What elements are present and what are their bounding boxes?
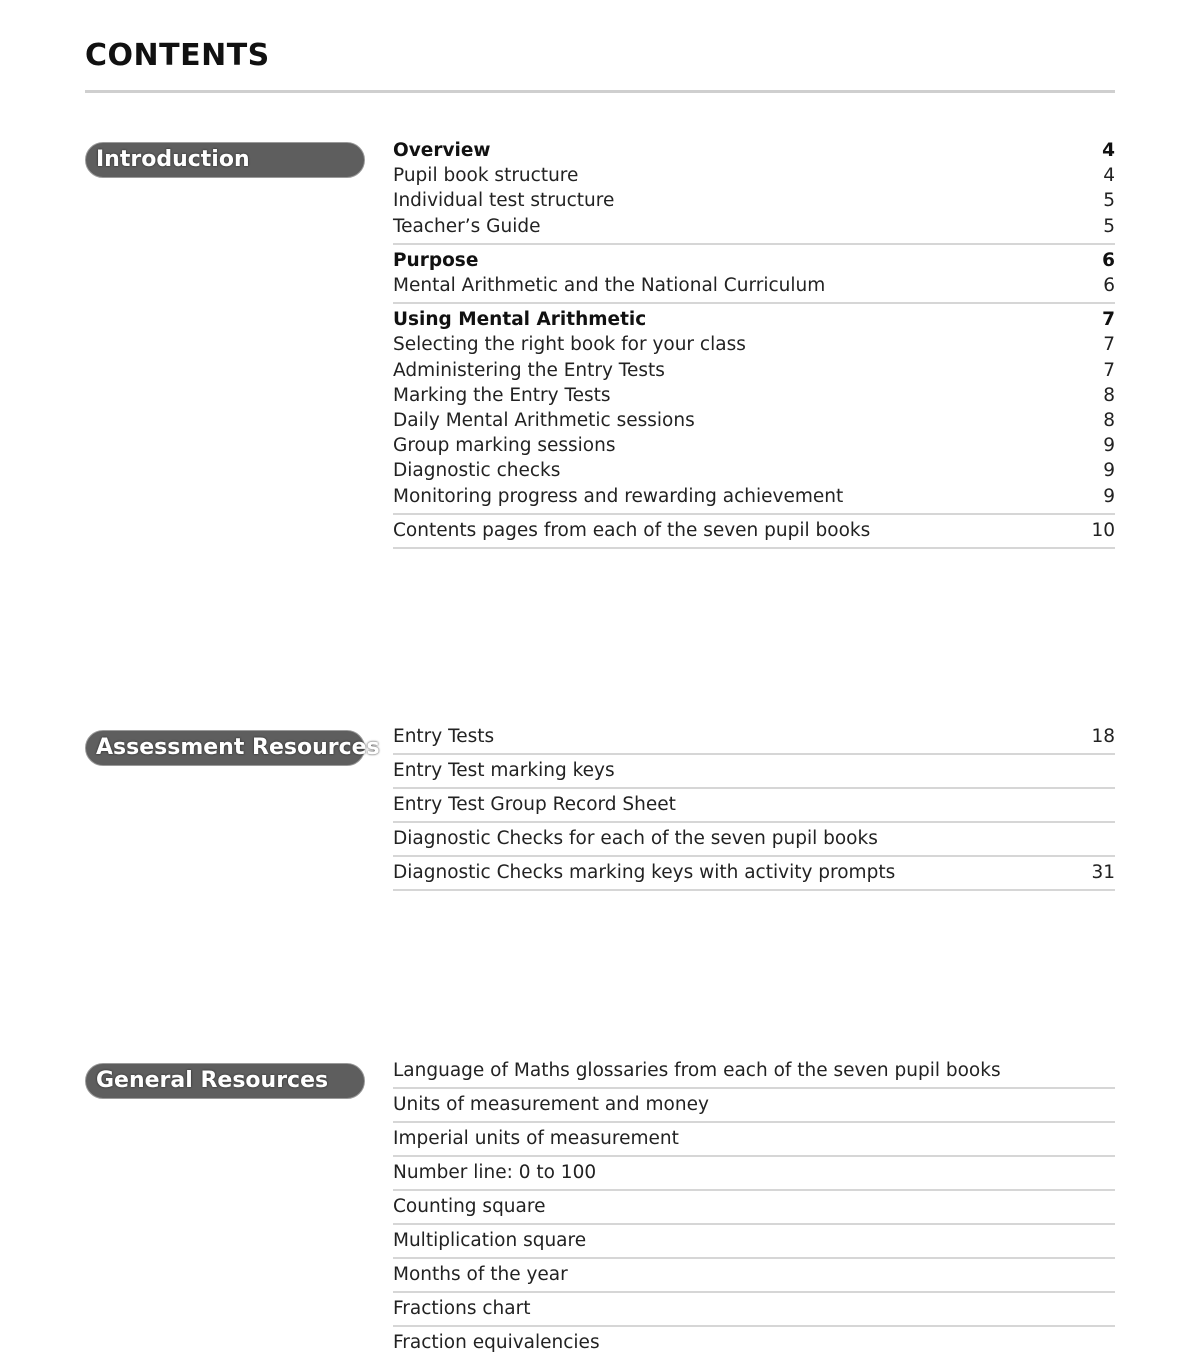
entry-title: Entry Test Group Record Sheet [393,794,676,815]
section-label-general: General Resources [85,1063,365,1099]
entry-title: Monitoring progress and rewarding achievement [393,485,844,507]
entry-page: 5 [1103,215,1115,237]
section-label-introduction: Introduction [85,142,365,178]
entry-title: Entry Tests [393,726,495,747]
toc-entry[interactable] [393,163,1115,188]
entry-title: Individual test structure [393,190,615,212]
entry-title: Diagnostic Checks marking keys with activity prompts [393,862,896,883]
entry-title: Overview [393,140,491,161]
entry-title: Months of the year [393,1264,568,1285]
entry-title: Diagnostic checks [393,460,561,482]
toc-entry[interactable] [393,518,1115,543]
entry-page: 8 [1103,384,1115,406]
toc-entry[interactable] [393,358,1115,383]
entry-page: 9 [1103,435,1115,457]
general-entries [393,1055,1115,1359]
toc-entry[interactable] [393,188,1115,213]
entry-title: Number line: 0 to 100 [393,1162,597,1183]
entry-title: Using Mental Arithmetic [393,309,647,331]
toc-entry[interactable] [393,857,1115,891]
entry-title: Pupil book structure [393,165,579,187]
entry-page: 31 [1091,862,1115,883]
entry-page: 6 [1102,249,1115,271]
assessment-entries [393,721,1115,891]
entry-page: 7 [1103,359,1115,381]
toc-entry[interactable] [393,721,1115,755]
toc-entry[interactable] [393,1089,1115,1123]
entry-title: Counting square [393,1196,546,1217]
entry-page: 6 [1103,275,1115,297]
toc-entry[interactable] [393,248,1115,273]
toc-entry[interactable] [393,458,1115,483]
toc-entry[interactable] [393,138,1115,163]
toc-group-purpose [393,245,1115,304]
toc-entry[interactable] [393,1123,1115,1157]
toc-entry[interactable] [393,823,1115,857]
toc-entry[interactable] [393,383,1115,408]
toc-group-using [393,304,1115,515]
title-divider [85,90,1115,93]
toc-entry[interactable] [393,1225,1115,1259]
toc-group-overview [393,135,1115,245]
entry-title: Units of measurement and money [393,1094,709,1115]
toc-entry[interactable] [393,433,1115,458]
toc-entry[interactable] [393,1327,1115,1359]
entry-page: 7 [1103,334,1115,356]
introduction-entries [393,135,1115,549]
entry-page: 4 [1102,140,1115,161]
entry-title: Fraction equivalencies [393,1332,600,1353]
entry-page: 5 [1103,190,1115,212]
entry-title: Diagnostic Checks for each of the seven pupil books [393,828,878,849]
entry-title: Mental Arithmetic and the National Curriculum [393,275,826,297]
entry-title: Imperial units of measurement [393,1128,679,1149]
toc-entry[interactable] [393,332,1115,357]
toc-entry[interactable] [393,755,1115,789]
entry-title: Contents pages from each of the seven pupil books [393,519,871,541]
entry-page: 10 [1091,519,1115,541]
toc-entry[interactable] [393,1055,1115,1089]
toc-entry[interactable] [393,273,1115,298]
entry-title: Selecting the right book for your class [393,334,746,356]
toc-entry[interactable] [393,789,1115,823]
entry-title: Group marking sessions [393,435,616,457]
toc-entry[interactable] [393,1191,1115,1225]
entry-title: Marking the Entry Tests [393,384,611,406]
toc-entry[interactable] [393,307,1115,332]
entry-page: 7 [1102,309,1115,331]
entry-title: Entry Test marking keys [393,760,615,781]
toc-entry[interactable] [393,1157,1115,1191]
section-label-assessment: Assessment Resources [85,730,365,766]
entry-page: 8 [1103,410,1115,432]
toc-entry[interactable] [393,484,1115,509]
toc-entry[interactable] [393,408,1115,433]
entry-title: Fractions chart [393,1298,531,1319]
entry-title: Administering the Entry Tests [393,359,665,381]
entry-page: 4 [1103,165,1115,187]
entry-title: Language of Maths glossaries from each of the seven pupil books [393,1060,1001,1081]
entry-page: 9 [1103,485,1115,507]
toc-entry[interactable] [393,214,1115,239]
toc-entry[interactable] [393,1259,1115,1293]
page-title: CONTENTS [85,38,270,73]
toc-entry[interactable] [393,1293,1115,1327]
entry-title: Multiplication square [393,1230,587,1251]
entry-title: Purpose [393,249,479,271]
entry-title: Daily Mental Arithmetic sessions [393,410,695,432]
entry-page: 9 [1103,460,1115,482]
entry-page: 18 [1091,726,1115,747]
toc-group-contents-pages [393,515,1115,549]
entry-title: Teacher’s Guide [393,215,541,237]
